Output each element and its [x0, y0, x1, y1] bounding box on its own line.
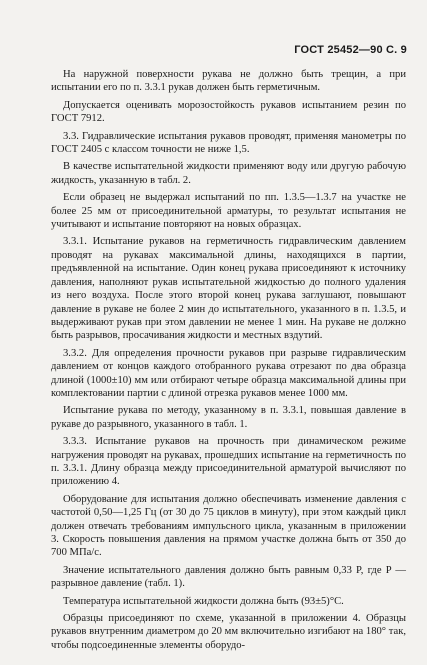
paragraph: На наружной поверхности рукава не должно быть трещин, а при испытании его по п. 3.3.1 рукав должен быть герметичным.: [51, 69, 406, 94]
paragraph: 3.3.3. Испытание рукавов на прочность при динамическом режиме нагружения проводят на рукавах, прошедших испытание на герметичность по п. 3.3.1. Длину образца между присоединительной арматурой вычисляют по приложению 4.: [51, 436, 406, 488]
paragraph: Если образец не выдержал испытаний по пп. 1.3.5—1.3.7 на участке не более 25 мм от присоединительной арматуры, то результат испытания не учитывают и испытание повторяют на новых образцах.: [51, 192, 406, 231]
paragraph: Температура испытательной жидкости должна быть (93±5)°С.: [63, 595, 344, 607]
paragraph: Образцы присоединяют по схеме, указанной в приложении 4. Образцы рукавов внутренним диаметром до 20 мм включительно изгибают на 180° так, чтобы подсоединенные элементы оборудо-: [51, 613, 406, 651]
paragraph: Значение испытательного давления должно быть равным 0,33 P, где P — разрывное давление (табл. 1).: [51, 564, 406, 590]
page-header: ГОСТ 25452—90 С. 9: [294, 44, 407, 56]
document-body: [51, 68, 406, 656]
paragraph: 3.3.2. Для определения прочности рукавов при разрыве гидравлическим давлением от концов каждого отобранного рукава отрезают по два образца длиной (1000±10) мм или отбирают четыре образца максимальной длины при комплектовании партии с длиной отрезка рукавов менее 1000 мм.: [51, 347, 406, 399]
paragraph: Допускается оценивать морозостойкость рукавов испытанием резин по ГОСТ 7912.: [51, 99, 406, 125]
paragraph: 3.3.1. Испытание рукавов на герметичность гидравлическим давлением проводят на рукавах максимальной длины, находящихся в партии, предъявленной на испытание. Один конец рукава присоединяют к источнику давления, наполняют рукав испытательной жидкостью до полного удаления из него воздуха. После этого второй конец рукава заглушают, повышают давление в рукаве не более 2 мин до испытательного, указанного в п. 1.3.5, и выдерживают рукав при этом давлении не менее 1 мин. На рукаве не должно быть разрывов, просачивания жидкости и местных вздутий.: [51, 236, 406, 342]
paragraph: 3.3. Гидравлические испытания рукавов проводят, применяя манометры по ГОСТ 2405 с классом точности не ниже 1,5.: [51, 130, 406, 156]
paragraph: В качестве испытательной жидкости применяют воду или другую рабочую жидкость, указанную в табл. 2.: [51, 161, 406, 186]
paragraph: Испытание рукава по методу, указанному в п. 3.3.1, повышая давление в рукаве до разрывного, указанного в табл. 1.: [51, 405, 406, 430]
paragraph: Оборудование для испытания должно обеспечивать изменение давления с частотой 0,50—1,25 Гц (от 30 до 75 циклов в минуту), при этом каждый цикл должен отвечать требованиям импульсного цикла, указанным в приложении 3. Скорость повышения давления на прямом участке должна быть от 350 до 700 МПа/с.: [51, 493, 406, 559]
